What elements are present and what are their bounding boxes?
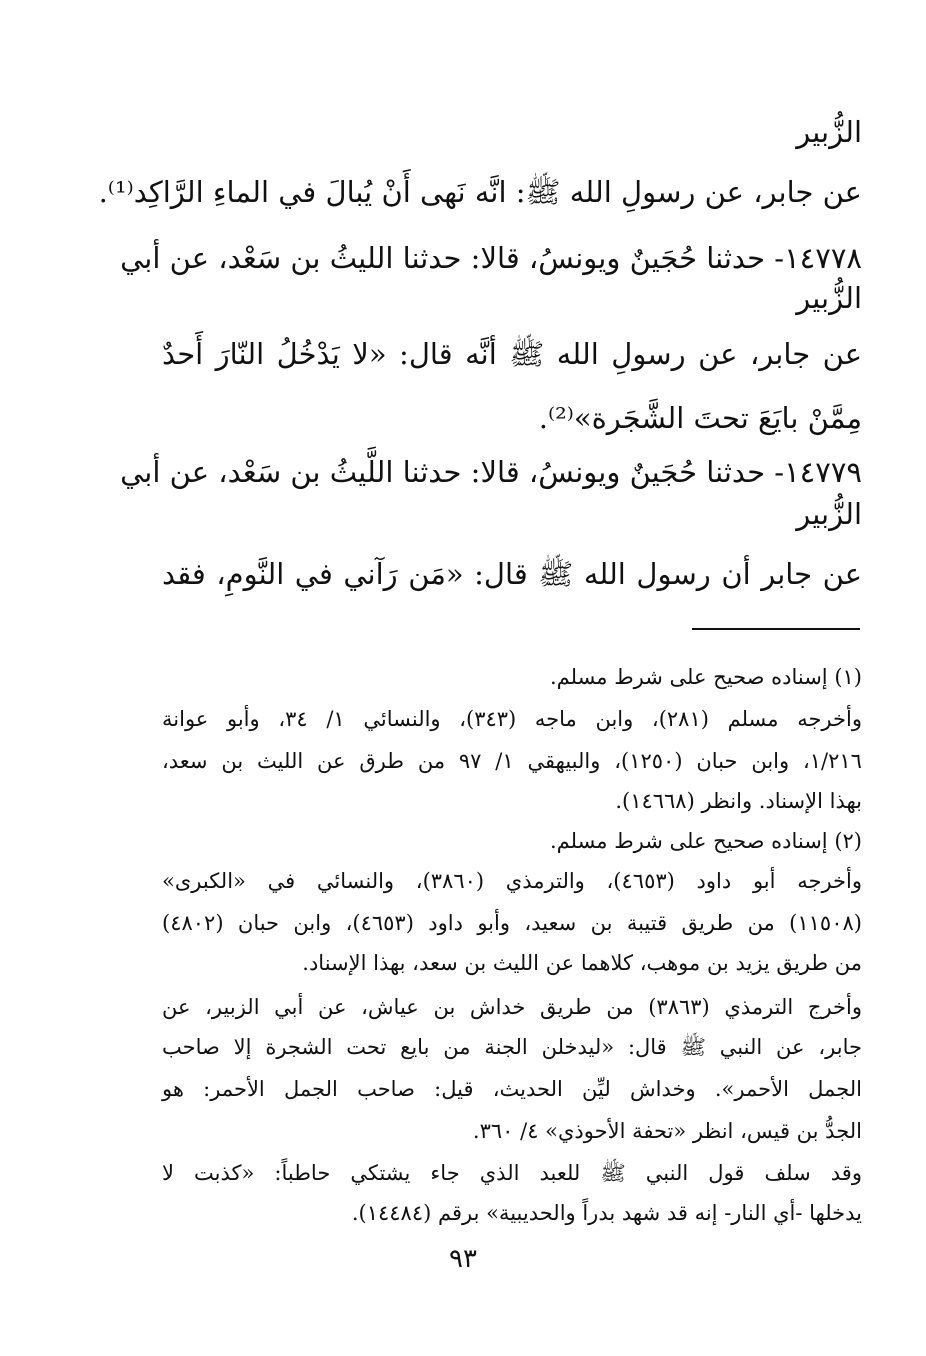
main-line: مِمَّنْ بايَعَ تحتَ الشَّجَرة»⁽²⁾. [538,401,862,435]
footnote-line: (١١٥٠٨) من طريق قتيبة بن سعيد، وأبو داود (٤٦٥٣)، وابن حبان (٤٨٠٢) [162,911,862,935]
page-number: ٩٣ [449,1244,477,1274]
footnote-line: من طريق يزيد بن موهب، كلاهما عن الليث بن سعد، بهذا الإسناد. [302,951,862,975]
footnote-line: (١) إسناده صحيح على شرط مسلم. [549,665,862,689]
footnote-line: ١/٢١٦، وابن حبان (١٢٥٠)، والبيهقي ١/ ٩٧ من طرق عن الليث بن سعد، [162,749,862,773]
main-line: ١٤٧٧٩- حدثنا حُجَينٌ ويونسُ، قالا: حدثنا اللَّيثُ بن سَعْد، عن أبي [120,455,862,489]
footnote-line: يدخلها -أي النار- إنه قد شهد بدراً والحديبية» برقم (١٤٤٨٤). [351,1201,862,1225]
footnote-line: وأخرجه مسلم (٢٨١)، وابن ماجه (٣٤٣)، والنسائي ١/ ٣٤، وأبو عوانة [162,707,862,731]
main-line: الزُّبير [796,115,862,149]
footnote-line: وأخرجه أبو داود (٤٦٥٣)، والترمذي (٣٨٦٠)، والنسائي في «الكبرى» [162,869,862,893]
footnote-line: وقد سلف قول النبي ﷺ للعبد الذي جاء يشتكي حاطباً: «كذبت لا [162,1161,862,1185]
main-line: عن جابر، عن رسولِ الله ﷺ: انَّه نَهى أَنْ يُبالَ في الماءِ الرَّاكِد⁽¹⁾. [98,175,862,209]
main-line: الزُّبير [796,497,862,531]
footnote-line: وأخرج الترمذي (٣٨٦٣) من طريق خداش بن عياش، عن أبي الزبير، عن [162,995,862,1019]
main-line: ١٤٧٧٨- حدثنا حُجَينٌ ويونسُ، قالا: حدثنا الليثُ بن سَعْد، عن أبي [120,241,862,275]
footnote-line: بهذا الإسناد. وانظر (١٤٦٦٨). [615,789,862,813]
main-line: الزُّبير [796,281,862,315]
footnote-line: جابر، عن النبي ﷺ قال: «ليدخلن الجنة من بايع تحت الشجرة إلا صاحب [162,1035,862,1059]
footnote-separator [692,628,860,630]
footnote-line: الجدُّ بن قيس، انظر «تحفة الأحوذي» ٤/ ٣٦٠. [472,1119,862,1143]
footnote-line: الجمل الأحمر». وخداش ليِّن الحديث، قيل: صاحب الجمل الأحمر: هو [162,1077,862,1101]
main-line: عن جابر أن رسول الله ﷺ قال: «مَن رَآني في النَّومِ، فقد [162,557,862,591]
main-line: عن جابر، عن رسولِ الله ﷺ أنَّه قال: «لا يَدْخُلُ النّارَ أَحدٌ [162,337,862,371]
footnote-line: (٢) إسناده صحيح على شرط مسلم. [549,829,862,853]
